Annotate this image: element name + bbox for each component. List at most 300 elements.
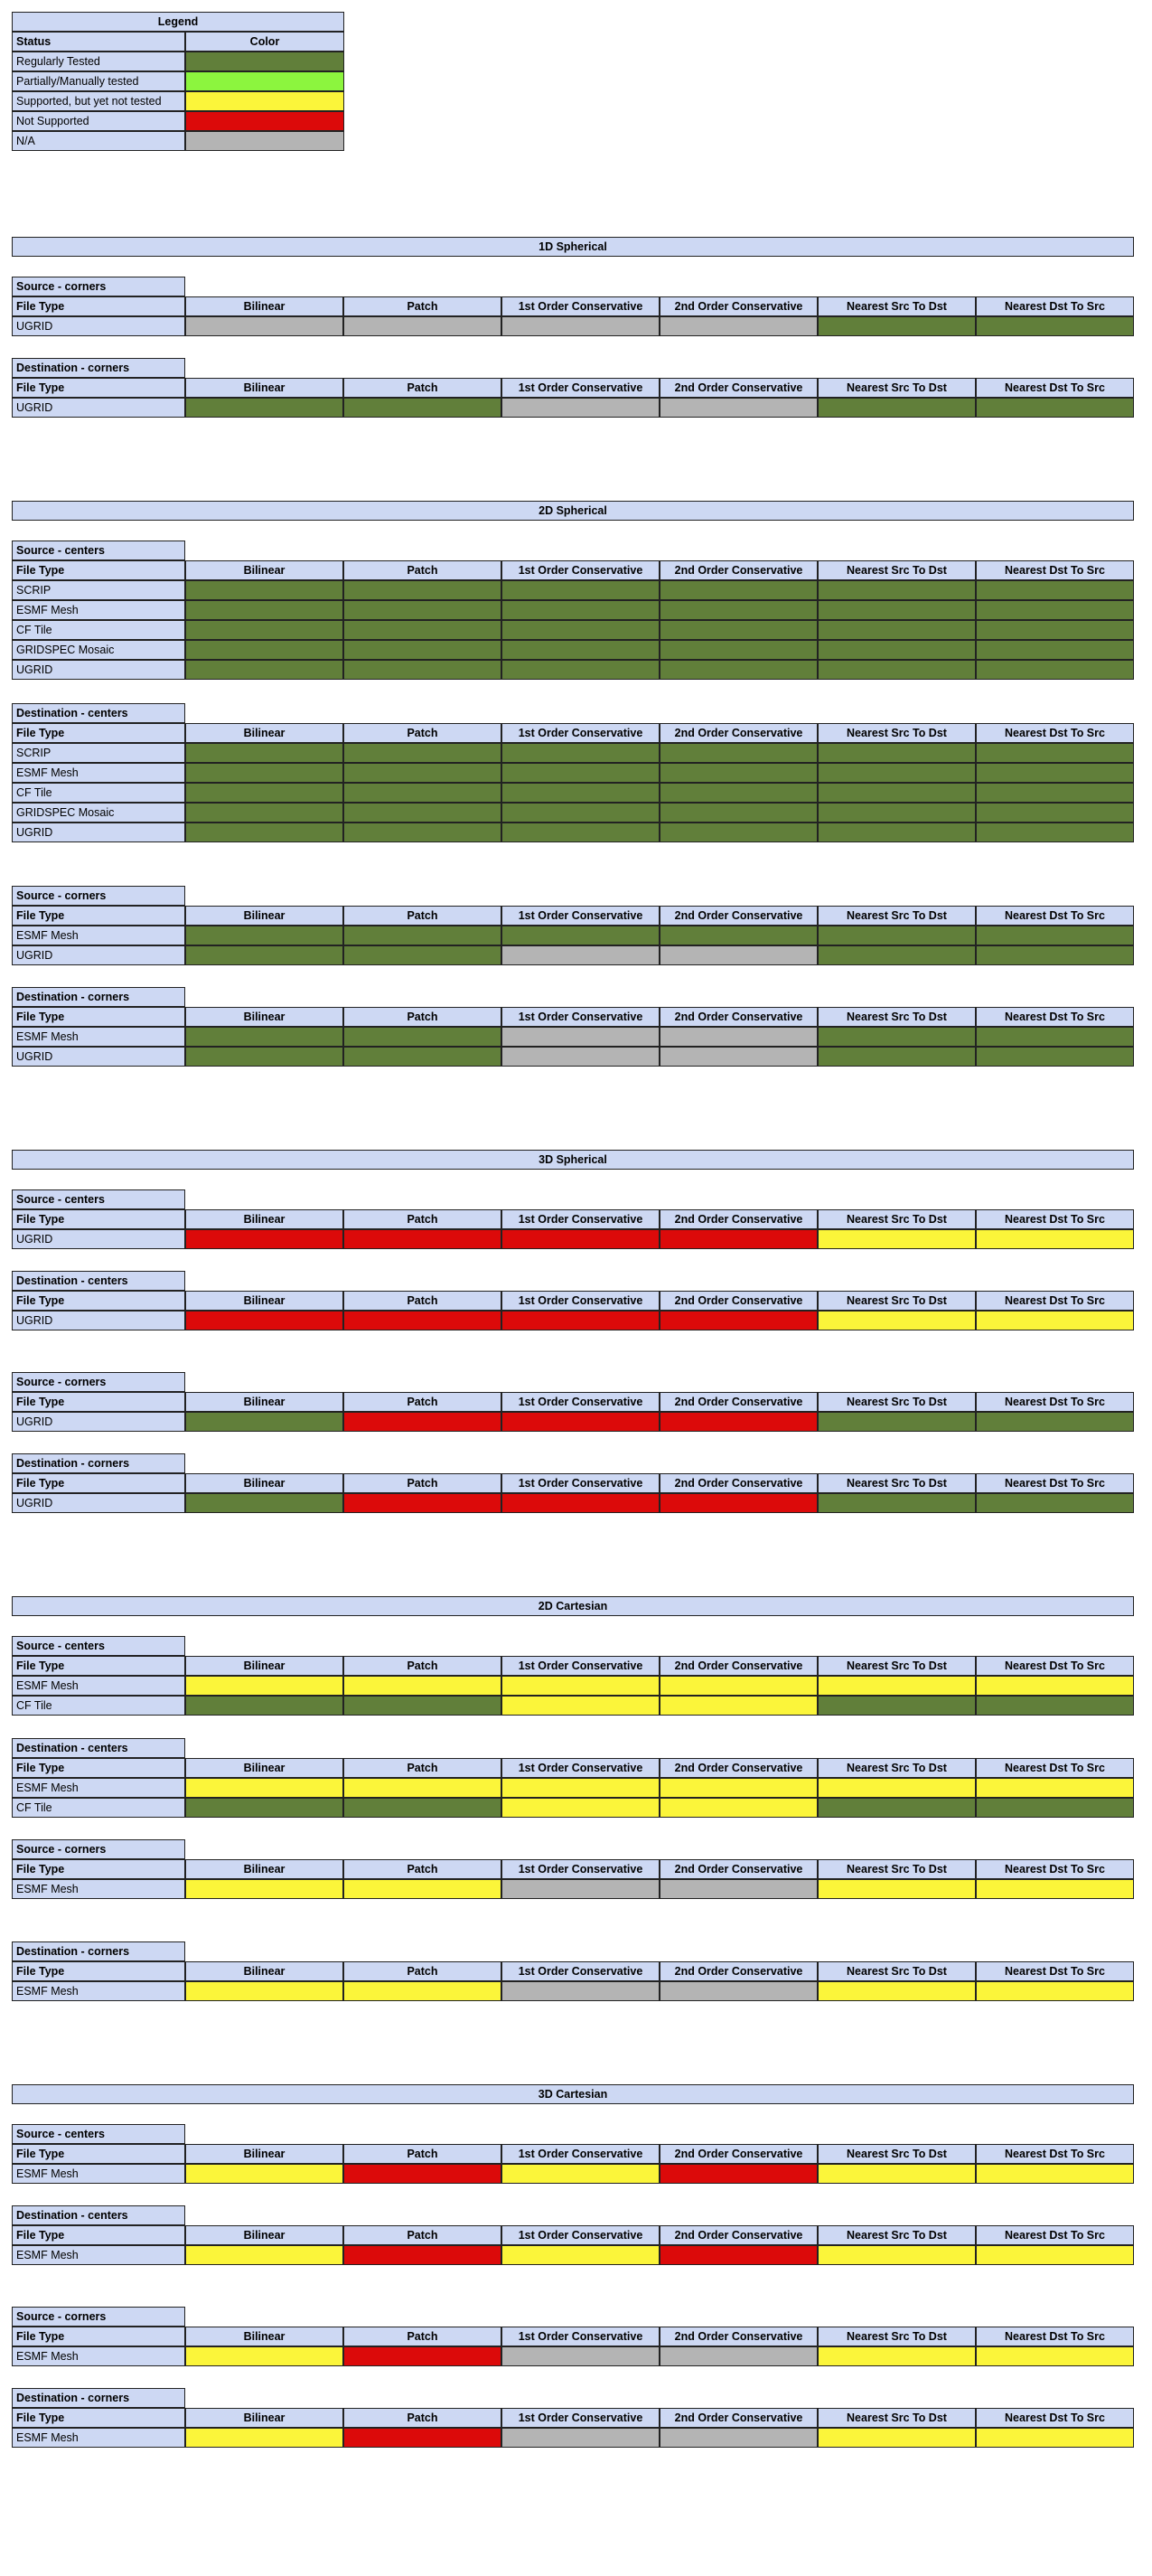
column-header: 1st Order Conservative — [501, 906, 660, 926]
section-3d-cartesian — [12, 2084, 1134, 2444]
file-type-cell: CF Tile — [12, 783, 185, 803]
table-row — [12, 1798, 1134, 1818]
status-cell — [818, 580, 976, 600]
column-header: Bilinear — [185, 1758, 343, 1778]
file-type-header: File Type — [12, 1392, 185, 1412]
status-cell — [343, 580, 501, 600]
legend-status-label: Not Supported — [12, 111, 185, 131]
status-cell — [501, 620, 660, 640]
column-header: 1st Order Conservative — [501, 1291, 660, 1311]
column-header: Nearest Dst To Src — [976, 2225, 1134, 2245]
status-cell — [660, 926, 818, 945]
status-cell — [185, 2428, 343, 2448]
column-header: Bilinear — [185, 2327, 343, 2346]
column-header: Bilinear — [185, 1291, 343, 1311]
status-cell — [976, 823, 1134, 842]
status-cell — [660, 1412, 818, 1432]
column-header: Bilinear — [185, 1007, 343, 1027]
table-row — [12, 926, 1134, 945]
file-type-header: File Type — [12, 1961, 185, 1981]
column-header: 2nd Order Conservative — [660, 296, 818, 316]
status-cell — [660, 2428, 818, 2448]
status-cell — [660, 1981, 818, 2001]
status-cell — [185, 600, 343, 620]
status-cell — [818, 1879, 976, 1899]
status-cell — [185, 1027, 343, 1047]
status-cell — [660, 2164, 818, 2184]
file-type-cell: SCRIP — [12, 743, 185, 763]
header-row — [12, 1473, 1134, 1493]
header-row — [12, 1859, 1134, 1879]
column-header: Nearest Dst To Src — [976, 1291, 1134, 1311]
file-type-cell: ESMF Mesh — [12, 2245, 185, 2265]
column-header: Patch — [343, 1209, 501, 1229]
status-cell — [343, 2346, 501, 2366]
column-header: Patch — [343, 2327, 501, 2346]
status-cell — [818, 945, 976, 965]
status-cell — [185, 1879, 343, 1899]
file-type-cell: UGRID — [12, 1412, 185, 1432]
column-header: 1st Order Conservative — [501, 1961, 660, 1981]
status-cell — [976, 600, 1134, 620]
table-block — [12, 541, 1134, 680]
file-type-cell: UGRID — [12, 1493, 185, 1513]
status-cell — [185, 1493, 343, 1513]
block-title: Destination - corners — [12, 358, 185, 378]
status-cell — [185, 660, 343, 680]
status-cell — [185, 823, 343, 842]
file-type-cell: CF Tile — [12, 1696, 185, 1716]
status-cell — [185, 1981, 343, 2001]
block-title: Destination - corners — [12, 1453, 185, 1473]
column-header: Patch — [343, 2408, 501, 2428]
table-row — [12, 945, 1134, 965]
legend-status-label: N/A — [12, 131, 185, 151]
legend-color-swatch — [185, 91, 344, 111]
column-header: 2nd Order Conservative — [660, 2225, 818, 2245]
column-header: Nearest Src To Dst — [818, 378, 976, 398]
section-3d-spherical — [12, 1150, 1134, 1509]
status-cell — [501, 2346, 660, 2366]
status-cell — [501, 1798, 660, 1818]
status-cell — [660, 783, 818, 803]
table-block — [12, 1839, 1134, 1899]
table-row — [12, 1493, 1134, 1513]
column-header: 1st Order Conservative — [501, 1007, 660, 1027]
table-row — [12, 1027, 1134, 1047]
legend-row — [12, 52, 344, 71]
status-cell — [343, 1412, 501, 1432]
status-cell — [660, 620, 818, 640]
column-header: Patch — [343, 378, 501, 398]
table-row — [12, 1229, 1134, 1249]
section-2d-cartesian — [12, 1596, 1134, 1998]
table-block — [12, 1189, 1134, 1249]
file-type-cell: UGRID — [12, 398, 185, 418]
status-cell — [501, 1493, 660, 1513]
status-cell — [976, 620, 1134, 640]
column-header: Bilinear — [185, 2408, 343, 2428]
column-header: 2nd Order Conservative — [660, 906, 818, 926]
legend-color-header: Color — [185, 32, 344, 52]
status-cell — [976, 2428, 1134, 2448]
column-header: Nearest Src To Dst — [818, 2327, 976, 2346]
table-row — [12, 1676, 1134, 1696]
status-cell — [660, 1493, 818, 1513]
column-header: Nearest Src To Dst — [818, 2225, 976, 2245]
table-row — [12, 660, 1134, 680]
legend-row — [12, 111, 344, 131]
header-row — [12, 1209, 1134, 1229]
column-header: 2nd Order Conservative — [660, 1392, 818, 1412]
status-cell — [976, 926, 1134, 945]
column-header: 2nd Order Conservative — [660, 1961, 818, 1981]
status-cell — [660, 316, 818, 336]
status-cell — [185, 763, 343, 783]
legend-color-swatch — [185, 131, 344, 151]
file-type-header: File Type — [12, 1209, 185, 1229]
section-1d-spherical — [12, 237, 1134, 414]
status-cell — [976, 743, 1134, 763]
status-cell — [501, 1027, 660, 1047]
status-cell — [343, 1981, 501, 2001]
column-header: 1st Order Conservative — [501, 1392, 660, 1412]
status-cell — [185, 316, 343, 336]
file-type-header: File Type — [12, 560, 185, 580]
section-2d-spherical — [12, 501, 1134, 1063]
file-type-cell: GRIDSPEC Mosaic — [12, 803, 185, 823]
column-header: 2nd Order Conservative — [660, 2144, 818, 2164]
column-header: 1st Order Conservative — [501, 2408, 660, 2428]
column-header: 2nd Order Conservative — [660, 560, 818, 580]
status-cell — [976, 1047, 1134, 1067]
status-cell — [501, 926, 660, 945]
file-type-header: File Type — [12, 1656, 185, 1676]
status-cell — [976, 803, 1134, 823]
block-title: Destination - corners — [12, 1941, 185, 1961]
status-cell — [185, 926, 343, 945]
header-row — [12, 1291, 1134, 1311]
column-header: Bilinear — [185, 2225, 343, 2245]
column-header: Bilinear — [185, 906, 343, 926]
table-row — [12, 743, 1134, 763]
legend-status-label: Partially/Manually tested — [12, 71, 185, 91]
column-header: Nearest Dst To Src — [976, 1961, 1134, 1981]
column-header: Nearest Dst To Src — [976, 296, 1134, 316]
status-cell — [501, 783, 660, 803]
status-cell — [660, 945, 818, 965]
column-header: Bilinear — [185, 1209, 343, 1229]
status-cell — [818, 1493, 976, 1513]
status-cell — [660, 1676, 818, 1696]
status-cell — [501, 1047, 660, 1067]
status-cell — [818, 783, 976, 803]
column-header: Patch — [343, 1758, 501, 1778]
column-header: Nearest Src To Dst — [818, 1209, 976, 1229]
column-header: Nearest Dst To Src — [976, 2327, 1134, 2346]
status-cell — [976, 2245, 1134, 2265]
block-title: Source - centers — [12, 1636, 185, 1656]
legend-row — [12, 71, 344, 91]
section-title: 1D Spherical — [12, 237, 1134, 257]
status-cell — [343, 823, 501, 842]
status-cell — [343, 600, 501, 620]
file-type-cell: UGRID — [12, 945, 185, 965]
column-header: Nearest Src To Dst — [818, 560, 976, 580]
status-cell — [185, 1778, 343, 1798]
header-row — [12, 906, 1134, 926]
file-type-cell: CF Tile — [12, 620, 185, 640]
status-cell — [818, 1696, 976, 1716]
column-header: Nearest Dst To Src — [976, 2408, 1134, 2428]
header-row — [12, 1007, 1134, 1027]
column-header: Patch — [343, 1859, 501, 1879]
status-cell — [818, 2346, 976, 2366]
block-title: Destination - centers — [12, 1271, 185, 1291]
column-header: Bilinear — [185, 378, 343, 398]
column-header: Patch — [343, 560, 501, 580]
block-title: Source - corners — [12, 2307, 185, 2327]
status-cell — [343, 398, 501, 418]
status-cell — [660, 1047, 818, 1067]
header-row — [12, 1392, 1134, 1412]
file-type-header: File Type — [12, 1859, 185, 1879]
block-title: Destination - centers — [12, 2205, 185, 2225]
table-row — [12, 823, 1134, 842]
column-header: 1st Order Conservative — [501, 1758, 660, 1778]
status-cell — [976, 1676, 1134, 1696]
status-cell — [976, 1027, 1134, 1047]
status-cell — [185, 1047, 343, 1067]
table-row — [12, 1879, 1134, 1899]
column-header: Patch — [343, 1291, 501, 1311]
table-block — [12, 1636, 1134, 1716]
column-header: 2nd Order Conservative — [660, 1656, 818, 1676]
status-cell — [818, 926, 976, 945]
table-row — [12, 580, 1134, 600]
status-cell — [660, 580, 818, 600]
column-header: 1st Order Conservative — [501, 2327, 660, 2346]
status-cell — [818, 316, 976, 336]
status-cell — [343, 1798, 501, 1818]
status-cell — [501, 600, 660, 620]
file-type-cell: ESMF Mesh — [12, 1981, 185, 2001]
column-header: Patch — [343, 906, 501, 926]
table-row — [12, 1696, 1134, 1716]
status-cell — [185, 1412, 343, 1432]
column-header: 2nd Order Conservative — [660, 1859, 818, 1879]
column-header: 1st Order Conservative — [501, 1656, 660, 1676]
status-cell — [501, 2428, 660, 2448]
status-cell — [976, 640, 1134, 660]
status-cell — [818, 1412, 976, 1432]
file-type-cell: ESMF Mesh — [12, 926, 185, 945]
column-header: Nearest Src To Dst — [818, 1758, 976, 1778]
status-cell — [343, 660, 501, 680]
status-cell — [185, 1798, 343, 1818]
status-cell — [818, 2245, 976, 2265]
block-title: Source - centers — [12, 1189, 185, 1209]
status-cell — [976, 1778, 1134, 1798]
status-cell — [976, 763, 1134, 783]
status-cell — [818, 1229, 976, 1249]
file-type-header: File Type — [12, 2327, 185, 2346]
status-cell — [660, 660, 818, 680]
section-title: 2D Spherical — [12, 501, 1134, 521]
column-header: Nearest Src To Dst — [818, 1007, 976, 1027]
status-cell — [501, 823, 660, 842]
status-cell — [343, 743, 501, 763]
status-cell — [185, 783, 343, 803]
status-cell — [343, 1311, 501, 1330]
status-cell — [343, 926, 501, 945]
status-cell — [818, 620, 976, 640]
column-header: Nearest Dst To Src — [976, 1209, 1134, 1229]
column-header: 2nd Order Conservative — [660, 2327, 818, 2346]
column-header: Nearest Dst To Src — [976, 723, 1134, 743]
legend-status-label: Supported, but yet not tested — [12, 91, 185, 111]
header-row — [12, 560, 1134, 580]
file-type-cell: ESMF Mesh — [12, 1778, 185, 1798]
status-cell — [343, 1879, 501, 1899]
column-header: 1st Order Conservative — [501, 1209, 660, 1229]
status-cell — [185, 1696, 343, 1716]
column-header: Nearest Dst To Src — [976, 2144, 1134, 2164]
column-header: Nearest Dst To Src — [976, 560, 1134, 580]
status-cell — [660, 803, 818, 823]
section-title: 3D Cartesian — [12, 2084, 1134, 2104]
file-type-header: File Type — [12, 296, 185, 316]
status-cell — [660, 2346, 818, 2366]
column-header: 1st Order Conservative — [501, 560, 660, 580]
block-title: Source - corners — [12, 1839, 185, 1859]
table-block — [12, 2205, 1134, 2265]
table-row — [12, 1981, 1134, 2001]
column-header: Nearest Src To Dst — [818, 1859, 976, 1879]
header-row — [12, 1758, 1134, 1778]
status-cell — [660, 823, 818, 842]
status-cell — [185, 945, 343, 965]
legend-color-swatch — [185, 52, 344, 71]
file-type-cell: UGRID — [12, 316, 185, 336]
column-header: Bilinear — [185, 1656, 343, 1676]
column-header: Nearest Dst To Src — [976, 1392, 1134, 1412]
column-header: Nearest Src To Dst — [818, 723, 976, 743]
table-row — [12, 2428, 1134, 2448]
column-header: 1st Order Conservative — [501, 1473, 660, 1493]
status-cell — [501, 763, 660, 783]
block-title: Destination - centers — [12, 1738, 185, 1758]
file-type-header: File Type — [12, 2408, 185, 2428]
status-cell — [501, 1229, 660, 1249]
block-title: Source - corners — [12, 886, 185, 906]
status-cell — [343, 1047, 501, 1067]
status-cell — [343, 2164, 501, 2184]
column-header: Bilinear — [185, 723, 343, 743]
column-header: Nearest Src To Dst — [818, 1961, 976, 1981]
status-cell — [818, 660, 976, 680]
status-cell — [185, 2164, 343, 2184]
file-type-cell: GRIDSPEC Mosaic — [12, 640, 185, 660]
status-cell — [343, 763, 501, 783]
status-cell — [343, 2428, 501, 2448]
table-row — [12, 1412, 1134, 1432]
status-cell — [501, 1676, 660, 1696]
file-type-header: File Type — [12, 2144, 185, 2164]
legend-color-swatch — [185, 71, 344, 91]
status-cell — [818, 1981, 976, 2001]
status-cell — [501, 316, 660, 336]
status-cell — [976, 2346, 1134, 2366]
column-header: Nearest Dst To Src — [976, 378, 1134, 398]
file-type-cell: UGRID — [12, 1047, 185, 1067]
column-header: Patch — [343, 2144, 501, 2164]
column-header: Patch — [343, 2225, 501, 2245]
status-cell — [818, 743, 976, 763]
column-header: Nearest Dst To Src — [976, 906, 1134, 926]
status-cell — [343, 1027, 501, 1047]
status-cell — [501, 2245, 660, 2265]
column-header: Bilinear — [185, 1961, 343, 1981]
status-cell — [343, 783, 501, 803]
status-cell — [976, 316, 1134, 336]
column-header: Patch — [343, 1473, 501, 1493]
status-cell — [976, 580, 1134, 600]
status-cell — [501, 1981, 660, 2001]
status-cell — [185, 1676, 343, 1696]
file-type-cell: UGRID — [12, 660, 185, 680]
file-type-cell: ESMF Mesh — [12, 1027, 185, 1047]
block-title: Destination - centers — [12, 703, 185, 723]
table-row — [12, 316, 1134, 336]
status-cell — [660, 1778, 818, 1798]
table-block — [12, 1372, 1134, 1432]
table-row — [12, 803, 1134, 823]
status-cell — [818, 1778, 976, 1798]
header-row — [12, 2225, 1134, 2245]
block-title: Source - corners — [12, 1372, 185, 1392]
file-type-cell: UGRID — [12, 1229, 185, 1249]
status-cell — [660, 1798, 818, 1818]
column-header: Patch — [343, 1961, 501, 1981]
status-cell — [660, 1696, 818, 1716]
column-header: 1st Order Conservative — [501, 2144, 660, 2164]
column-header: Nearest Dst To Src — [976, 1656, 1134, 1676]
status-cell — [976, 1229, 1134, 1249]
column-header: 2nd Order Conservative — [660, 1473, 818, 1493]
file-type-header: File Type — [12, 378, 185, 398]
block-title: Destination - corners — [12, 2388, 185, 2408]
legend-status-header: Status — [12, 32, 185, 52]
status-cell — [976, 783, 1134, 803]
status-cell — [976, 1493, 1134, 1513]
table-block — [12, 703, 1134, 842]
status-cell — [976, 660, 1134, 680]
status-cell — [660, 1229, 818, 1249]
status-cell — [818, 1047, 976, 1067]
legend-color-swatch — [185, 111, 344, 131]
header-row — [12, 1656, 1134, 1676]
column-header: Bilinear — [185, 1473, 343, 1493]
column-header: 1st Order Conservative — [501, 1859, 660, 1879]
table-block — [12, 1738, 1134, 1818]
file-type-header: File Type — [12, 1291, 185, 1311]
column-header: 2nd Order Conservative — [660, 1209, 818, 1229]
column-header: Nearest Src To Dst — [818, 906, 976, 926]
status-cell — [501, 1696, 660, 1716]
status-cell — [660, 1311, 818, 1330]
status-cell — [976, 1981, 1134, 2001]
